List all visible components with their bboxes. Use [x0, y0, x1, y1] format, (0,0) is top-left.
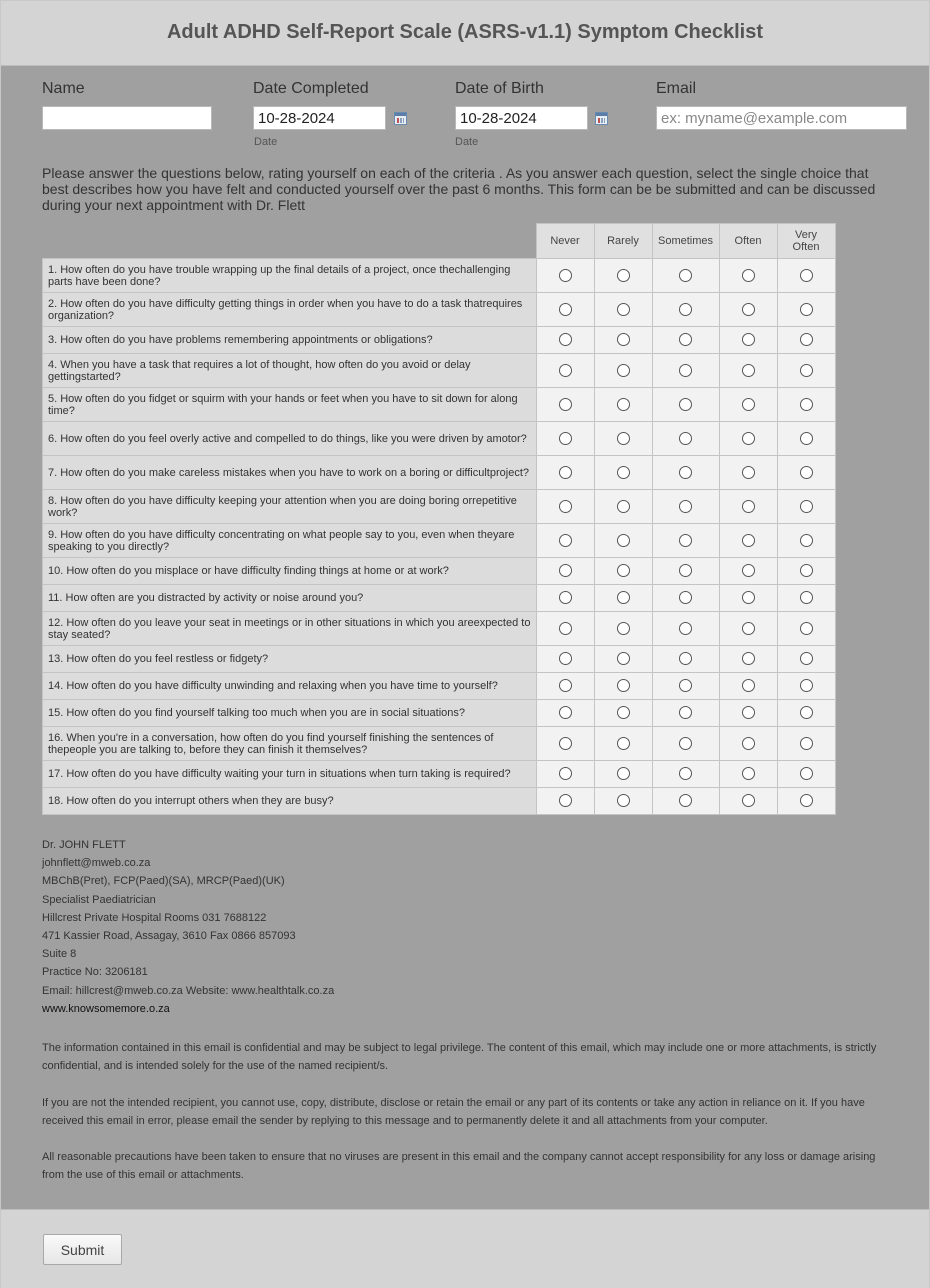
- question-row: [43, 761, 836, 788]
- rating-option-cell: [536, 558, 594, 585]
- question-text: 1. How often do you have trouble wrapping up the final details of a project, once thechallenging parts have been done?: [43, 259, 537, 293]
- question-row: [43, 327, 836, 354]
- rating-radio[interactable]: [559, 679, 572, 692]
- rating-radio[interactable]: [742, 706, 755, 719]
- rating-radio[interactable]: [617, 333, 630, 346]
- rating-option-cell: [777, 422, 835, 456]
- intro-text: Please answer the questions below, rating yourself on each of the criteria . As you answer each question, select the single choice that best describes how you have felt and conducted yourself over the past 6 months. This form can be be submitted and can be discussed during your next appointment with Dr. Flett: [42, 165, 876, 213]
- rating-option-cell: [777, 259, 835, 293]
- rating-option-cell: [594, 558, 652, 585]
- rating-option-cell: [652, 646, 719, 673]
- rating-option-cell: [652, 585, 719, 612]
- rating-radio[interactable]: [742, 534, 755, 547]
- rating-radio[interactable]: [742, 737, 755, 750]
- rating-radio[interactable]: [800, 303, 813, 316]
- rating-option-cell: [719, 558, 777, 585]
- rating-radio[interactable]: [559, 466, 572, 479]
- contact-line: Practice No: 3206181: [42, 966, 148, 979]
- question-row: [43, 456, 836, 490]
- calendar-icon[interactable]: [595, 112, 608, 125]
- rating-option-cell: [719, 585, 777, 612]
- rating-radio[interactable]: [559, 706, 572, 719]
- rating-radio[interactable]: [617, 466, 630, 479]
- question-text: 17. How often do you have difficulty waiting your turn in situations when turn taking is required?: [43, 761, 537, 788]
- rating-option-cell: [719, 259, 777, 293]
- rating-option-cell: [536, 673, 594, 700]
- question-row: [43, 293, 836, 327]
- question-text: 16. When you're in a conversation, how often do you find yourself finishing the sentences of thepeople you are talking to, before they can finish it themselves?: [43, 727, 537, 761]
- rating-matrix: [42, 223, 836, 815]
- rating-option-cell: [536, 490, 594, 524]
- rating-radio[interactable]: [800, 652, 813, 665]
- rating-radio[interactable]: [742, 652, 755, 665]
- question-text: 18. How often do you interrupt others when they are busy?: [43, 788, 537, 815]
- rating-option-cell: [652, 673, 719, 700]
- rating-radio[interactable]: [800, 706, 813, 719]
- rating-radio[interactable]: [679, 794, 692, 807]
- rating-option-cell: [652, 422, 719, 456]
- rating-option-cell: [536, 259, 594, 293]
- rating-option-cell: [777, 585, 835, 612]
- rating-option-cell: [652, 612, 719, 646]
- question-row: [43, 388, 836, 422]
- rating-radio[interactable]: [742, 303, 755, 316]
- question-text: 12. How often do you leave your seat in meetings or in other situations in which you areexpected to stay seated?: [43, 612, 537, 646]
- rating-radio[interactable]: [679, 333, 692, 346]
- question-row: [43, 259, 836, 293]
- rating-option-cell: [652, 327, 719, 354]
- disclaimer-paragraph: If you are not the intended recipient, you cannot use, copy, distribute, disclose or retain the email or any part of its contents or take any action in reliance on it. If you have received this email in error, please email the sender by replying to this message and to permanently delete it and all attachments from your computer.: [42, 1097, 865, 1127]
- column-header: Often: [719, 224, 777, 259]
- question-text: 11. How often are you distracted by activity or noise around you?: [43, 585, 537, 612]
- question-row: [43, 700, 836, 727]
- rating-option-cell: [719, 490, 777, 524]
- column-header-label: Very Often: [792, 229, 820, 253]
- rating-radio[interactable]: [679, 534, 692, 547]
- rating-option-cell: [719, 788, 777, 815]
- rating-option-cell: [536, 422, 594, 456]
- column-header: Sometimes: [652, 224, 719, 259]
- contact-line: Specialist Paediatrician: [42, 893, 156, 906]
- rating-radio[interactable]: [742, 767, 755, 780]
- rating-radio[interactable]: [742, 794, 755, 807]
- rating-option-cell: [652, 700, 719, 727]
- rating-radio[interactable]: [617, 500, 630, 513]
- rating-radio[interactable]: [617, 794, 630, 807]
- question-text: 15. How often do you find yourself talking too much when you are in social situations?: [43, 700, 537, 727]
- rating-radio[interactable]: [800, 333, 813, 346]
- rating-option-cell: [777, 761, 835, 788]
- rating-option-cell: [594, 612, 652, 646]
- rating-radio[interactable]: [617, 737, 630, 750]
- rating-radio[interactable]: [679, 622, 692, 635]
- rating-option-cell: [777, 327, 835, 354]
- rating-radio[interactable]: [679, 591, 692, 604]
- rating-radio[interactable]: [742, 466, 755, 479]
- rating-option-cell: [719, 612, 777, 646]
- rating-radio[interactable]: [559, 500, 572, 513]
- question-text: 10. How often do you misplace or have difficulty finding things at home or at work?: [43, 558, 537, 585]
- rating-radio[interactable]: [800, 500, 813, 513]
- rating-radio[interactable]: [617, 622, 630, 635]
- contact-block: [42, 836, 334, 1018]
- rating-option-cell: [719, 761, 777, 788]
- rating-option-cell: [594, 388, 652, 422]
- date-completed-input[interactable]: [253, 106, 386, 130]
- rating-option-cell: [777, 558, 835, 585]
- rating-option-cell: [536, 388, 594, 422]
- rating-radio[interactable]: [617, 706, 630, 719]
- contact-line: Hillcrest Private Hospital Rooms 031 7688122: [42, 911, 267, 924]
- rating-radio[interactable]: [679, 500, 692, 513]
- column-header: Rarely: [594, 224, 652, 259]
- rating-option-cell: [594, 456, 652, 490]
- rating-option-cell: [536, 524, 594, 558]
- rating-option-cell: [594, 646, 652, 673]
- rating-radio[interactable]: [742, 500, 755, 513]
- rating-radio[interactable]: [617, 564, 630, 577]
- rating-option-cell: [594, 727, 652, 761]
- rating-option-cell: [719, 327, 777, 354]
- rating-option-cell: [652, 388, 719, 422]
- rating-radio[interactable]: [679, 767, 692, 780]
- rating-radio[interactable]: [617, 364, 630, 377]
- rating-option-cell: [777, 524, 835, 558]
- rating-radio[interactable]: [742, 398, 755, 411]
- question-text: 9. How often do you have difficulty concentrating on what people say to you, even when theyare speaking to you directly?: [43, 524, 537, 558]
- rating-option-cell: [777, 646, 835, 673]
- rating-option-cell: [652, 727, 719, 761]
- date-completed-label: Date Completed: [253, 80, 369, 97]
- rating-radio[interactable]: [742, 591, 755, 604]
- rating-radio[interactable]: [617, 679, 630, 692]
- question-row: [43, 612, 836, 646]
- rating-radio[interactable]: [559, 269, 572, 282]
- question-text: 3. How often do you have problems remembering appointments or obligations?: [43, 327, 537, 354]
- rating-option-cell: [652, 558, 719, 585]
- rating-radio[interactable]: [800, 679, 813, 692]
- rating-radio[interactable]: [800, 767, 813, 780]
- rating-radio[interactable]: [617, 269, 630, 282]
- rating-radio[interactable]: [679, 564, 692, 577]
- rating-radio[interactable]: [742, 622, 755, 635]
- rating-option-cell: [719, 456, 777, 490]
- column-header: [777, 224, 835, 259]
- name-label: Name: [42, 80, 85, 97]
- rating-radio[interactable]: [559, 794, 572, 807]
- submit-button[interactable]: Submit: [43, 1234, 122, 1265]
- question-row: [43, 585, 836, 612]
- question-row: [43, 673, 836, 700]
- rating-option-cell: [777, 354, 835, 388]
- rating-radio[interactable]: [800, 466, 813, 479]
- question-text: 4. When you have a task that requires a lot of thought, how often do you avoid or delay gettingstarted?: [43, 354, 537, 388]
- rating-radio[interactable]: [679, 679, 692, 692]
- rating-option-cell: [536, 327, 594, 354]
- rating-option-cell: [777, 673, 835, 700]
- rating-option-cell: [652, 259, 719, 293]
- date-of-birth-sublabel: Date: [455, 136, 479, 148]
- rating-option-cell: [536, 293, 594, 327]
- rating-option-cell: [777, 456, 835, 490]
- rating-option-cell: [594, 490, 652, 524]
- rating-option-cell: [777, 727, 835, 761]
- rating-option-cell: [719, 293, 777, 327]
- rating-radio[interactable]: [800, 564, 813, 577]
- question-row: [43, 524, 836, 558]
- question-text: 5. How often do you fidget or squirm with your hands or feet when you have to sit down for along time?: [43, 388, 537, 422]
- question-text: 7. How often do you make careless mistakes when you have to work on a boring or difficultproject?: [43, 456, 537, 490]
- form-title: Adult ADHD Self-Report Scale (ASRS-v1.1) Symptom Checklist: [166, 21, 764, 43]
- question-row: [43, 490, 836, 524]
- question-row: [43, 354, 836, 388]
- rating-radio[interactable]: [800, 364, 813, 377]
- question-text: 6. How often do you feel overly active and compelled to do things, like you were driven by amotor?: [43, 422, 537, 456]
- rating-radio[interactable]: [617, 432, 630, 445]
- rating-option-cell: [594, 524, 652, 558]
- date-of-birth-label: Date of Birth: [455, 80, 544, 97]
- rating-radio[interactable]: [679, 398, 692, 411]
- contact-line: johnflett@mweb.co.za: [42, 857, 151, 870]
- rating-radio[interactable]: [742, 432, 755, 445]
- question-text: 2. How often do you have difficulty getting things in order when you have to do a task thatrequires organization?: [43, 293, 537, 327]
- rating-radio[interactable]: [679, 364, 692, 377]
- contact-line: MBChB(Pret), FCP(Paed)(SA), MRCP(Paed)(UK): [42, 875, 285, 888]
- rating-option-cell: [594, 700, 652, 727]
- question-text: 13. How often do you feel restless or fidgety?: [43, 646, 537, 673]
- question-text: 14. How often do you have difficulty unwinding and relaxing when you have time to yourself?: [43, 673, 537, 700]
- question-row: [43, 646, 836, 673]
- calendar-icon[interactable]: [394, 112, 407, 125]
- rating-option-cell: [719, 388, 777, 422]
- rating-option-cell: [536, 727, 594, 761]
- rating-option-cell: [594, 673, 652, 700]
- rating-option-cell: [719, 646, 777, 673]
- rating-radio[interactable]: [617, 303, 630, 316]
- rating-radio[interactable]: [800, 591, 813, 604]
- rating-radio[interactable]: [679, 432, 692, 445]
- question-row: [43, 422, 836, 456]
- rating-option-cell: [719, 700, 777, 727]
- name-input[interactable]: [42, 106, 212, 130]
- rating-radio[interactable]: [559, 303, 572, 316]
- rating-option-cell: [594, 788, 652, 815]
- rating-radio[interactable]: [800, 622, 813, 635]
- rating-option-cell: [719, 673, 777, 700]
- contact-line: Dr. JOHN FLETT: [42, 839, 126, 851]
- form-footer: [1, 1209, 929, 1288]
- rating-option-cell: [652, 490, 719, 524]
- date-completed-sublabel: Date: [254, 136, 278, 148]
- rating-option-cell: [594, 327, 652, 354]
- rating-radio[interactable]: [617, 652, 630, 665]
- rating-option-cell: [652, 788, 719, 815]
- rating-option-cell: [652, 456, 719, 490]
- rating-option-cell: [652, 524, 719, 558]
- rating-radio[interactable]: [800, 432, 813, 445]
- rating-radio[interactable]: [800, 794, 813, 807]
- rating-option-cell: [536, 612, 594, 646]
- rating-radio[interactable]: [679, 303, 692, 316]
- rating-radio[interactable]: [617, 398, 630, 411]
- question-row: [43, 558, 836, 585]
- rating-radio[interactable]: [559, 564, 572, 577]
- question-text: 8. How often do you have difficulty keeping your attention when you are doing boring orrepetitive work?: [43, 490, 537, 524]
- rating-option-cell: [719, 422, 777, 456]
- rating-radio[interactable]: [742, 679, 755, 692]
- rating-option-cell: [594, 354, 652, 388]
- rating-radio[interactable]: [559, 333, 572, 346]
- rating-radio[interactable]: [800, 398, 813, 411]
- rating-radio[interactable]: [679, 737, 692, 750]
- rating-radio[interactable]: [559, 364, 572, 377]
- contact-line: 471 Kassier Road, Assagay, 3610 Fax 0866 857093: [42, 930, 296, 943]
- email-label: Email: [656, 80, 697, 97]
- rating-radio[interactable]: [559, 622, 572, 635]
- rating-radio[interactable]: [679, 652, 692, 665]
- rating-option-cell: [777, 388, 835, 422]
- rating-radio[interactable]: [742, 564, 755, 577]
- rating-option-cell: [536, 354, 594, 388]
- rating-option-cell: [777, 490, 835, 524]
- rating-option-cell: [536, 788, 594, 815]
- question-row: [43, 788, 836, 815]
- rating-radio[interactable]: [679, 466, 692, 479]
- rating-option-cell: [536, 700, 594, 727]
- rating-option-cell: [652, 354, 719, 388]
- rating-option-cell: [536, 585, 594, 612]
- rating-radio[interactable]: [800, 534, 813, 547]
- rating-option-cell: [719, 727, 777, 761]
- rating-option-cell: [594, 259, 652, 293]
- rating-option-cell: [719, 354, 777, 388]
- rating-radio[interactable]: [742, 269, 755, 282]
- rating-radio[interactable]: [800, 737, 813, 750]
- matrix-corner: [43, 224, 537, 259]
- rating-radio[interactable]: [559, 652, 572, 665]
- contact-line: Email: hillcrest@mweb.co.za Website: www.healthtalk.co.za: [42, 984, 335, 997]
- rating-option-cell: [536, 761, 594, 788]
- rating-option-cell: [777, 700, 835, 727]
- contact-line: Suite 8: [42, 948, 77, 961]
- form-header: [1, 1, 929, 66]
- rating-radio[interactable]: [559, 398, 572, 411]
- column-header: Never: [536, 224, 594, 259]
- rating-radio[interactable]: [617, 534, 630, 547]
- rating-option-cell: [594, 422, 652, 456]
- rating-option-cell: [594, 585, 652, 612]
- date-of-birth-input[interactable]: [455, 106, 588, 130]
- rating-radio[interactable]: [559, 534, 572, 547]
- email-input[interactable]: [656, 106, 907, 130]
- rating-option-cell: [719, 524, 777, 558]
- disclaimer-paragraph: The information contained in this email is confidential and may be subject to legal privilege. The content of this email, which may include one or more attachments, is strictly confidential, and is intended solely for the use of the named recipient/s.: [42, 1042, 877, 1072]
- rating-radio[interactable]: [559, 767, 572, 780]
- rating-option-cell: [652, 761, 719, 788]
- rating-radio[interactable]: [679, 706, 692, 719]
- disclaimer-paragraph: All reasonable precautions have been taken to ensure that no viruses are present in this email and the company cannot accept responsibility for any loss or damage arising from the use of this email or attachments.: [42, 1151, 876, 1181]
- rating-option-cell: [536, 456, 594, 490]
- rating-radio[interactable]: [559, 432, 572, 445]
- rating-option-cell: [594, 761, 652, 788]
- rating-option-cell: [777, 788, 835, 815]
- question-row: [43, 727, 836, 761]
- rating-radio[interactable]: [617, 767, 630, 780]
- rating-radio[interactable]: [742, 333, 755, 346]
- rating-radio[interactable]: [800, 269, 813, 282]
- rating-option-cell: [777, 612, 835, 646]
- rating-option-cell: [777, 293, 835, 327]
- rating-option-cell: [536, 646, 594, 673]
- rating-radio[interactable]: [617, 591, 630, 604]
- rating-option-cell: [652, 293, 719, 327]
- website-link[interactable]: www.knowsomemore.o.za: [42, 1002, 170, 1015]
- rating-option-cell: [594, 293, 652, 327]
- rating-radio[interactable]: [559, 591, 572, 604]
- rating-radio[interactable]: [559, 737, 572, 750]
- rating-radio[interactable]: [742, 364, 755, 377]
- rating-radio[interactable]: [679, 269, 692, 282]
